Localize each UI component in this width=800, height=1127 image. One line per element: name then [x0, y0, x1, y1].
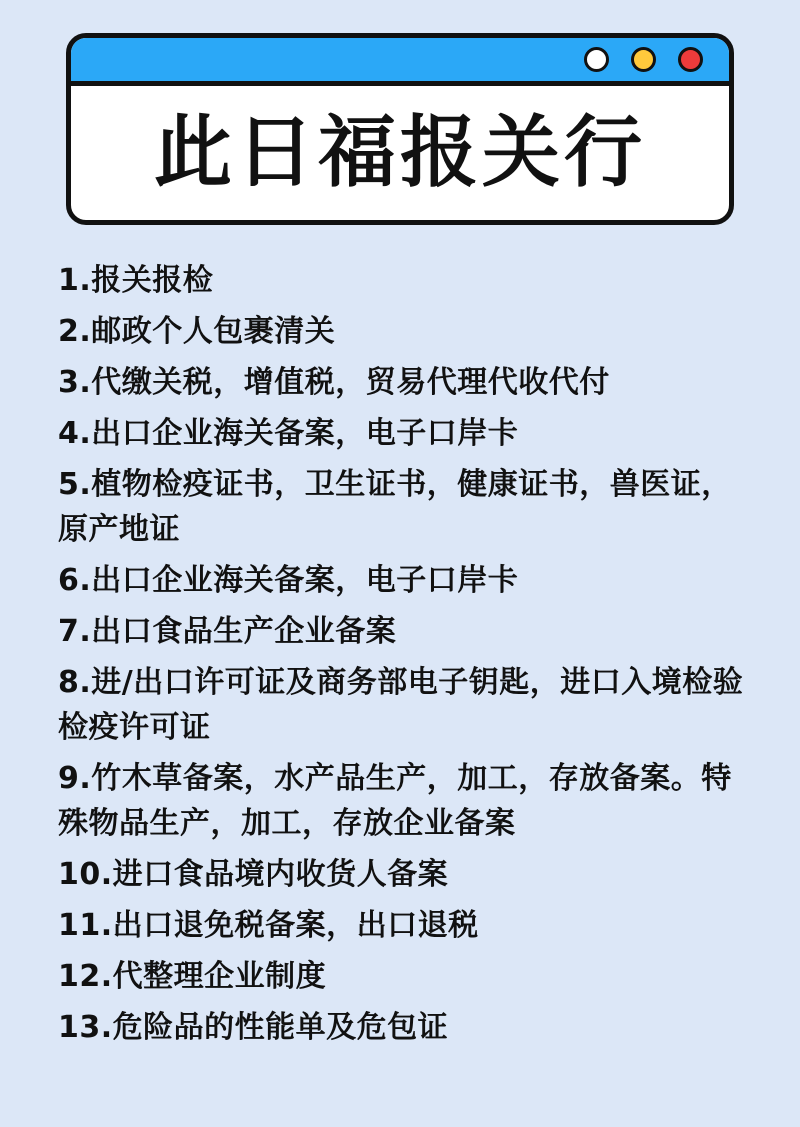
- list-item: 12.代整理企业制度: [58, 959, 327, 994]
- list-item: 10.进口食品境内收货人备案: [58, 857, 449, 892]
- window-card: [66, 33, 734, 225]
- list-item: 1.报关报检: [58, 263, 214, 298]
- list-item: 4.出口企业海关备案，电子口岸卡: [58, 416, 519, 451]
- list-item: 2.邮政个人包裹清关: [58, 314, 336, 349]
- list-item: 11.出口退免税备案，出口退税: [58, 908, 479, 943]
- window-dot-yellow-icon[interactable]: [631, 47, 656, 72]
- list-item: 13.危险品的性能单及危包证: [58, 1010, 449, 1045]
- list-item: 7.出口食品生产企业备案: [58, 614, 397, 649]
- list-item: 9.竹木草备案，水产品生产，加工，存放备案。特殊物品生产，加工，存放企业备案: [58, 761, 732, 841]
- window-body: [71, 86, 729, 220]
- list-item: 8.进/出口许可证及商务部电子钥匙，进口入境检验检疫许可证: [58, 665, 744, 745]
- window-dot-red-icon[interactable]: [678, 47, 703, 72]
- window-controls: [584, 38, 703, 81]
- page-title: 此日福报关行: [153, 108, 646, 198]
- list-item: 5.植物检疫证书，卫生证书，健康证书，兽医证，原产地证: [58, 467, 732, 547]
- window-dot-white-icon[interactable]: [584, 47, 609, 72]
- services-list: [58, 258, 758, 1056]
- list-item: 6.出口企业海关备案，电子口岸卡: [58, 563, 519, 598]
- window-titlebar: [71, 38, 729, 86]
- list-item: 3.代缴关税，增值税，贸易代理代收代付: [58, 365, 610, 400]
